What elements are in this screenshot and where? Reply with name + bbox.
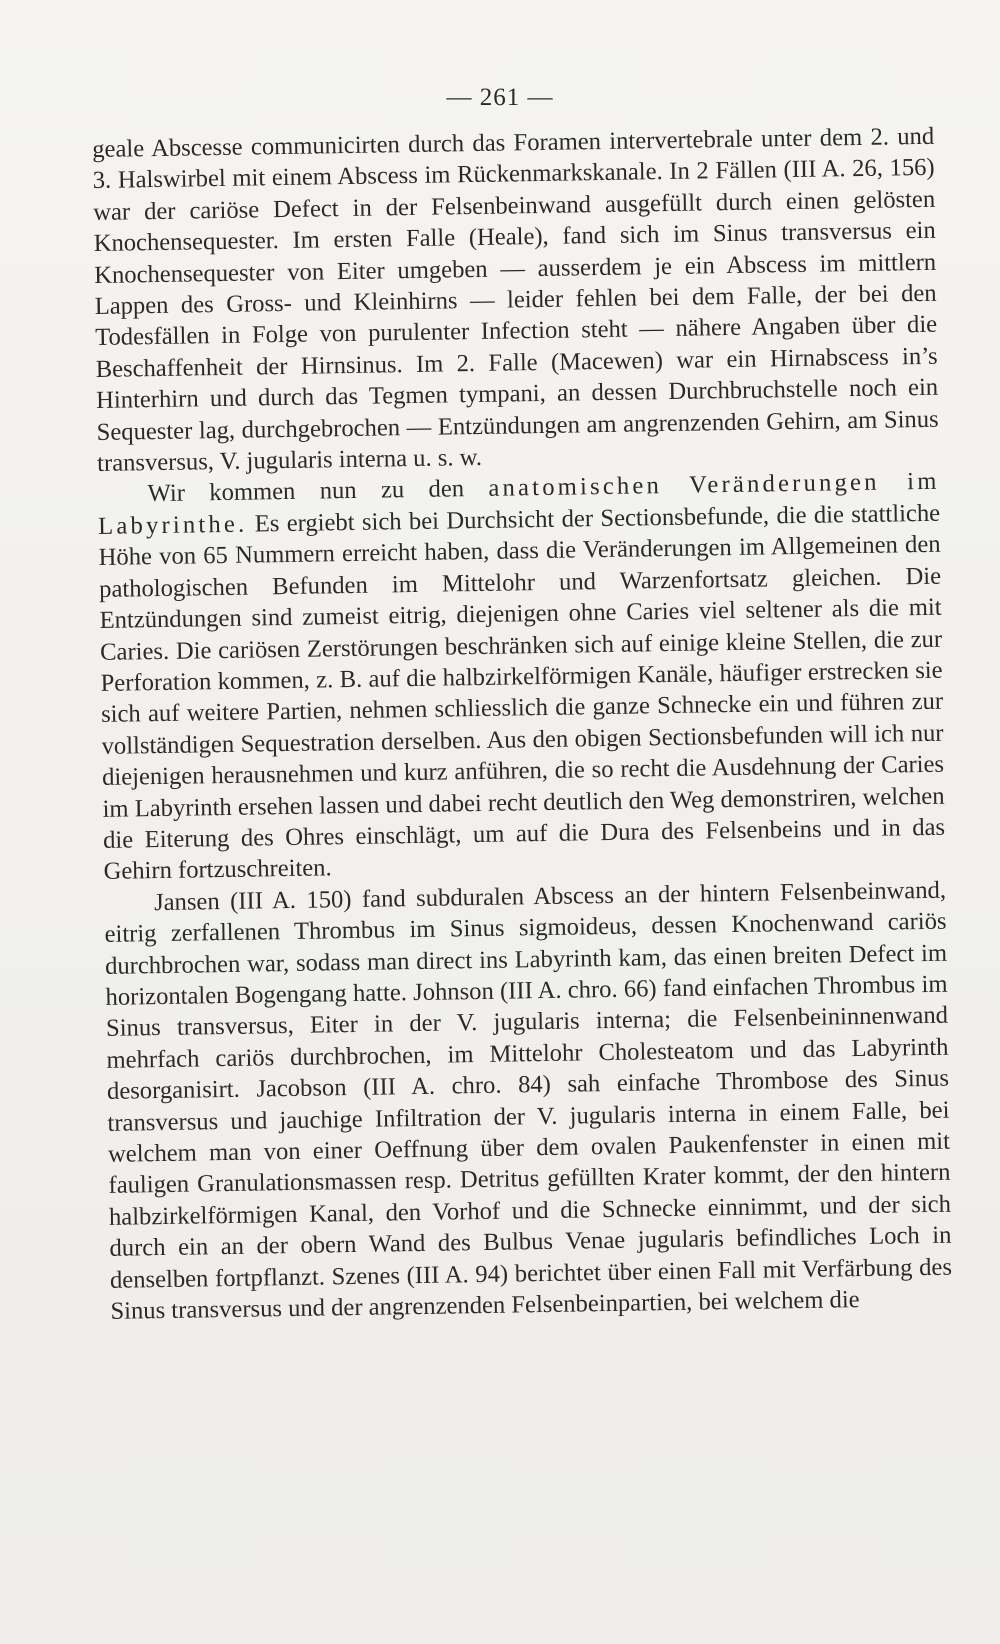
page-number: — 261 — [446,84,554,111]
paragraph-2 [97,466,945,887]
paragraph-1-text: geale Abscesse communicirten durch das Foramen intervertebrale unter dem 2. und 3. Halswirbel mit einem Abscess im Rückenmarkskanale. In 2 Fällen (III A. 26, 156) war der cariöse Defect in der Felsenbeinwand ausgefüllt durch einen gelösten Knochensequester. Im ersten Falle (Heale), fand sich im Sinus transversus ein Knochensequester von Eiter umgeben — ausserdem je ein Abscess im mittlern Lappen des Gross- und Kleinhirns — leider fehlen bei dem Falle, der bei den Todesfällen in Folge von purulenter Infection steht — nähere Angaben über die Beschaffenheit der Hirnsinus. Im 2. Falle (Macewen) war ein Hirnabscess in’s Hinterhirn und durch das Tegmen tympani, an dessen Durchbruchstelle noch ein Sequester lag, durchgebrochen — Entzündungen am angrenzenden Gehirn, am Sinus transversus, V. jugularis interna u. s. w. [92,122,939,478]
paragraph-2-text-a: Wir kommen nun zu den [147,475,489,508]
paragraph-3 [104,874,953,1327]
body-text [92,121,953,1328]
paragraph-2-text-b: Es ergiebt sich bei Durchsicht der Sectionsbefunde, die die stattliche Höhe von 65 Nummern erreicht haben, dass die Veränderungen im Allgemeinen den pathologischen Befunden im Mittelohr und Warzenfortsatz gleichen. Die Entzündungen sind zumeist eitrig, diejenigen ohne Caries viel seltener als die mit Caries. Die cariösen Zerstörungen beschränken sich auf einige kleine Stellen, die zur Perforation kommen, z. B. auf die halbzirkelförmigen Kanäle, häufiger erstrecken sie sich auf weitere Partien, nehmen schliesslich die ganze Schnecke ein und führen zur vollständigen Sequestration derselben. Aus den obigen Sectionsbefunden will ich nur diejenigen herausnehmen und kurz anführen, die so recht die Ausdehnung der Caries im Labyrinth ersehen lassen und dabei recht deutlich den Weg demonstriren, welchen die Eiterung des Ohres einschlägt, um auf die Dura des Felsenbeins und in das Gehirn fortzuschreiten. [98,499,946,886]
paragraph-1 [92,121,939,480]
paragraph-2-emphasis: anatomischen Veränderungen im Labyrinthe. [97,468,940,540]
paragraph-3-text: Jansen (III A. 150) fand subduralen Abscess an der hintern Felsenbeinwand, eitrig zerfallenen Thrombus im Sinus sigmoideus, dessen Knochenwand cariös durchbrochen war, sodass man direct ins Labyrinth kam, das einen breiten Defect im horizontalen Bogengang hatte. Johnson (III A. chro. 66) fand einfachen Thrombus im Sinus transversus, Eiter in der V. jugularis interna; die Felsenbeininnenwand mehrfach cariös durchbrochen, im Mittelohr Cholesteatom und das Labyrinth desorganisirt. Jacobson (III A. chro. 84) sah einfache Thrombose des Sinus transversus und jauchige Infiltration der V. jugularis interna in einem Falle, bei welchem man von einer Oeffnung über dem ovalen Paukenfenster in einen mit fauligen Granulationsmassen resp. Detritus gefüllten Krater kommt, der den hintern halbzirkelförmigen Kanal, den Vorhof und die Schnecke einnimmt, und der sich durch ein an der obern Wand des Bulbus Venae jugularis befindliches Loch in denselben fortpflanzt. Szenes (III A. 94) berichtet über einen Fall mit Verfärbung des Sinus transversus und der angrenzenden Felsenbeinpartien, bei welchem die [104,876,953,1325]
